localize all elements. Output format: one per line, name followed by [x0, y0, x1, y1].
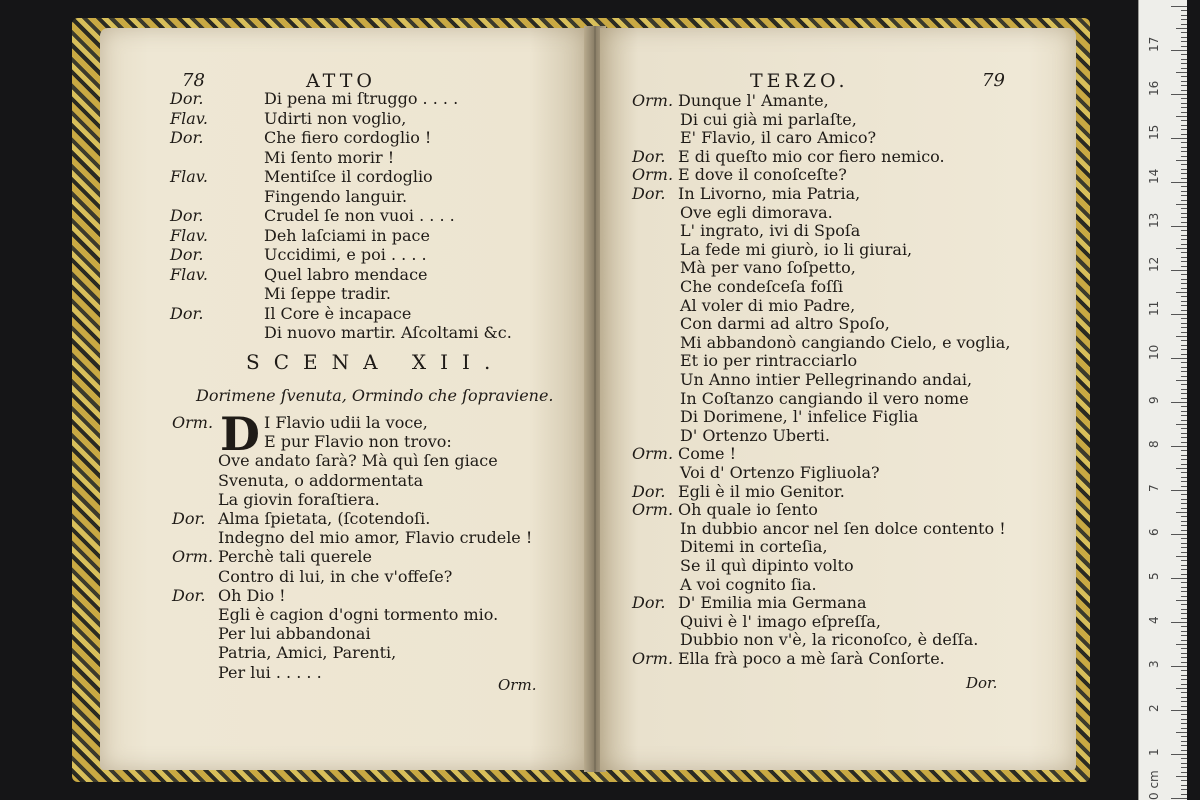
ruler-tick [1181, 393, 1187, 394]
ruler-tick [1181, 362, 1187, 363]
ruler-tick [1181, 411, 1187, 412]
ruler-tick [1181, 340, 1187, 341]
ruler-tick [1181, 283, 1187, 284]
ruler-tick [1181, 195, 1187, 196]
ruler-number: 13 [1147, 212, 1161, 228]
ruler-tick [1181, 169, 1187, 170]
ruler-tick [1181, 37, 1187, 38]
ruler-number: 6 [1147, 528, 1161, 536]
verse-line: Dunque l' Amante, [678, 91, 829, 110]
left-page [100, 28, 588, 770]
ruler-tick [1181, 675, 1187, 676]
ruler-tick [1181, 98, 1187, 99]
verse-line: A voi cognito ſia. [680, 574, 817, 594]
verse-line: In dubbio ancor nel ſen dolce contento ! [680, 518, 1006, 538]
ruler-tick [1181, 582, 1187, 583]
verse-line: Deh laſciami in pace [264, 225, 430, 245]
ruler-tick [1181, 486, 1187, 487]
ruler-number: 3 [1147, 660, 1161, 668]
measurement-ruler [1138, 0, 1187, 800]
scene-description: Dorimene ſvenuta, Ormindo che ſopraviene. [196, 386, 554, 405]
ruler-tick [1181, 767, 1187, 768]
verse-line: Di cui già mi parlaſte, [680, 109, 857, 129]
verse-line: Ella frà poco a mè ſarà Conſorte. [678, 649, 945, 668]
verse-line: Mi abbandonò cangiando Cielo, e voglia, [680, 332, 1011, 352]
ruler-tick [1181, 516, 1187, 517]
ruler-tick [1181, 191, 1187, 192]
ruler-tick [1181, 657, 1187, 658]
running-head: TERZO. [750, 70, 849, 92]
ruler-tick [1181, 186, 1187, 187]
ruler-tick [1176, 336, 1187, 337]
ruler-tick [1171, 534, 1187, 535]
ruler-tick [1181, 327, 1187, 328]
ruler-tick [1181, 200, 1187, 201]
ruler-number: 7 [1147, 484, 1161, 492]
ruler-tick [1181, 679, 1187, 680]
speaker-label: Orm. [632, 444, 674, 464]
ruler-tick [1181, 19, 1187, 20]
ruler-tick [1181, 54, 1187, 55]
ruler-tick [1181, 164, 1187, 165]
ruler-tick [1181, 376, 1187, 377]
verse-line: Di pena mi ſtruggo . . . . [264, 89, 459, 108]
ruler-tick [1181, 15, 1187, 16]
ruler-number: 8 [1147, 440, 1161, 448]
ruler-tick [1181, 41, 1187, 42]
ruler-tick [1181, 525, 1187, 526]
ruler-tick [1171, 446, 1187, 447]
speaker-label: Dor. [632, 184, 666, 203]
ruler-tick [1181, 640, 1187, 641]
ruler-tick [1181, 574, 1187, 575]
speaker-label: Dor. [632, 481, 666, 501]
ruler-tick [1181, 318, 1187, 319]
speaker-label: Dor. [172, 585, 206, 605]
verse-line: Perchè tali querele [218, 547, 372, 567]
ruler-tick [1181, 472, 1187, 473]
ruler-number: 2 [1147, 704, 1161, 712]
drop-cap: D [220, 407, 260, 461]
verse-line: Crudel ſe non vuoi . . . . [264, 206, 455, 225]
verse-line: Voi d' Ortenzo Figliuola? [680, 463, 880, 482]
ruler-tick [1181, 442, 1187, 443]
ruler-tick [1176, 644, 1187, 645]
verse-line: Dubbio non v'è, la riconoſco, è deſſa. [680, 630, 979, 650]
ruler-tick [1181, 794, 1187, 795]
ruler-tick [1171, 314, 1187, 315]
ruler-tick [1181, 235, 1187, 236]
verse-line: Et io per rintracciarlo [680, 351, 858, 371]
ruler-tick [1176, 28, 1187, 29]
ruler-tick [1181, 76, 1187, 77]
ruler-tick [1181, 736, 1187, 737]
catchword: Orm. [498, 676, 537, 694]
verse-line: Egli è cagion d'ogni tormento mio. [218, 605, 499, 624]
ruler-tick [1181, 279, 1187, 280]
speaker-label: Flav. [170, 264, 208, 284]
scene-title: SCENA XII. [246, 350, 505, 374]
ruler-tick [1181, 32, 1187, 33]
ruler-tick [1171, 270, 1187, 271]
verse-line: Udirti non voglio, [264, 108, 407, 128]
ruler-tick [1181, 406, 1187, 407]
ruler-tick [1181, 81, 1187, 82]
speaker-label: Dor. [632, 593, 666, 613]
ruler-tick [1181, 459, 1187, 460]
verse-line: Per lui abbandonai [218, 624, 371, 644]
ruler-tick [1171, 402, 1187, 403]
ruler-tick [1181, 714, 1187, 715]
ruler-tick [1181, 591, 1187, 592]
ruler-tick [1181, 626, 1187, 627]
verse-line: Patria, Amici, Parenti, [218, 643, 397, 663]
ruler-tick [1181, 349, 1187, 350]
ruler-tick [1181, 596, 1187, 597]
verse-line: Ditemi in corteſia, [680, 537, 828, 557]
right-page [600, 28, 1076, 770]
verse-line: I Flavio udii la voce, [264, 413, 428, 432]
ruler-tick [1181, 90, 1187, 91]
ruler-tick [1181, 142, 1187, 143]
ruler-number: 5 [1147, 572, 1161, 580]
ruler-tick [1171, 50, 1187, 51]
ruler-tick [1181, 384, 1187, 385]
ruler-tick [1181, 772, 1187, 773]
verse-line: Mentiſce il cordoglio [264, 167, 433, 186]
speaker-label: Orm. [632, 165, 674, 185]
ruler-tick [1171, 6, 1187, 7]
verse-line: E dove il conoſceſte? [678, 165, 847, 185]
ruler-tick [1171, 94, 1187, 95]
speaker-label: Dor. [632, 146, 666, 166]
ruler-tick [1181, 332, 1187, 333]
ruler-tick [1176, 468, 1187, 469]
ruler-tick [1181, 85, 1187, 86]
verse-line: Un Anno intier Pellegrinando andai, [680, 370, 973, 389]
ruler-tick [1181, 288, 1187, 289]
ruler-tick [1181, 653, 1187, 654]
ruler-tick [1181, 367, 1187, 368]
ruler-tick [1181, 758, 1187, 759]
verse-line: Di Dorimene, l' infelice Figlia [680, 407, 919, 427]
speaker-label: Orm. [632, 500, 674, 520]
ruler-tick [1181, 565, 1187, 566]
verse-line: L' ingrato, ivi di Spoſa [680, 221, 861, 241]
verse-line: Che condeſceſa foſſi [680, 277, 844, 296]
speaker-label: Dor. [170, 206, 204, 225]
verse-line: Quivi è l' imago eſpreſſa, [680, 611, 881, 631]
ruler-tick [1176, 732, 1187, 733]
verse-line: Indegno del mio amor, Flavio crudele ! [218, 528, 533, 548]
ruler-tick [1181, 780, 1187, 781]
ruler-tick [1176, 512, 1187, 513]
ruler-tick [1181, 354, 1187, 355]
ruler-number: 9 [1147, 396, 1161, 404]
ruler-tick [1181, 103, 1187, 104]
ruler-tick [1181, 24, 1187, 25]
ruler-tick [1181, 552, 1187, 553]
ruler-tick [1171, 754, 1187, 755]
ruler-tick [1181, 450, 1187, 451]
ruler-tick [1181, 147, 1187, 148]
ruler-number: 4 [1147, 616, 1161, 624]
ruler-number: 15 [1147, 124, 1161, 140]
ruler-tick [1181, 389, 1187, 390]
ruler-tick [1181, 261, 1187, 262]
verse-line: Uccidimi, e poi . . . . [264, 245, 427, 264]
ruler-tick [1181, 499, 1187, 500]
ruler-tick [1181, 750, 1187, 751]
ruler-tick [1181, 345, 1187, 346]
ruler-tick [1176, 776, 1187, 777]
ruler-tick [1181, 723, 1187, 724]
verse-line: Contro di lui, in che v'offeſe? [218, 566, 453, 586]
ruler-tick [1181, 222, 1187, 223]
ruler-number: 11 [1147, 300, 1161, 316]
ruler-tick [1181, 156, 1187, 157]
verse-line: Mi ſento morir ! [264, 147, 395, 167]
ruler-tick [1171, 358, 1187, 359]
ruler-tick [1171, 490, 1187, 491]
ruler-tick [1181, 244, 1187, 245]
verse-line: D' Emilia mia Germana [678, 593, 867, 613]
verse-line: Che fiero cordoglio ! [264, 128, 432, 147]
verse-line: Se il quì dipinto volto [680, 556, 854, 575]
ruler-tick [1181, 125, 1187, 126]
ruler-tick [1181, 662, 1187, 663]
verse-line: In Livorno, mia Patria, [678, 184, 861, 203]
ruler-tick [1181, 701, 1187, 702]
ruler-tick [1176, 72, 1187, 73]
verse-line: Svenuta, o addormentata [218, 470, 424, 490]
verse-line: In Coſtanzo cangiando il vero nome [680, 388, 969, 408]
verse-line: E' Flavio, il caro Amico? [680, 128, 877, 148]
verse-line: Ove andato ſarà? Mà quì ſen giace [218, 451, 498, 471]
ruler-tick [1181, 684, 1187, 685]
verse-line: Fingendo languir. [264, 186, 408, 206]
ruler-tick [1176, 204, 1187, 205]
ruler-tick [1181, 635, 1187, 636]
ruler-tick [1181, 543, 1187, 544]
ruler-tick [1181, 310, 1187, 311]
speaker-label: Flav. [170, 167, 208, 186]
ruler-tick [1176, 688, 1187, 689]
ruler-tick [1171, 798, 1187, 799]
ruler-tick [1176, 600, 1187, 601]
page-number: 78 [182, 70, 205, 91]
ruler-number: 1 [1147, 748, 1161, 756]
ruler-tick [1181, 494, 1187, 495]
ruler-tick [1181, 371, 1187, 372]
ruler-tick [1181, 785, 1187, 786]
ruler-tick [1181, 538, 1187, 539]
ruler-tick [1181, 266, 1187, 267]
speaker-label: Flav. [170, 225, 208, 245]
ruler-tick [1181, 107, 1187, 108]
ruler-tick [1181, 305, 1187, 306]
ruler-tick [1181, 420, 1187, 421]
ruler-tick [1171, 622, 1187, 623]
ruler-tick [1181, 274, 1187, 275]
ruler-tick [1181, 112, 1187, 113]
ruler-tick [1181, 415, 1187, 416]
verse-line: La fede mi giurò, io li giurai, [680, 239, 913, 259]
ruler-tick [1181, 217, 1187, 218]
ruler-tick [1181, 129, 1187, 130]
verse-line: La giovin foraſtiera. [218, 489, 380, 509]
ruler-tick [1181, 609, 1187, 610]
ruler-tick [1181, 604, 1187, 605]
ruler-tick [1181, 560, 1187, 561]
verse-line: Mi ſeppe tradir. [264, 284, 391, 303]
ruler-number: 10 [1147, 344, 1161, 360]
speaker-label: Dor. [170, 89, 204, 108]
ruler-tick [1171, 182, 1187, 183]
verse-line: Egli è il mio Genitor. [678, 481, 845, 501]
ruler-tick [1181, 613, 1187, 614]
ruler-tick [1181, 252, 1187, 253]
ruler-number: 0 cm [1147, 770, 1161, 800]
speaker-label: Dor. [170, 245, 204, 264]
ruler-tick [1181, 547, 1187, 548]
ruler-tick [1181, 301, 1187, 302]
ruler-tick [1181, 745, 1187, 746]
verse-line: Oh quale io ſento [678, 500, 818, 520]
ruler-tick [1181, 618, 1187, 619]
ruler-tick [1181, 692, 1187, 693]
ruler-number: 14 [1147, 168, 1161, 184]
verse-line: E pur Flavio non trovo: [264, 432, 452, 452]
ruler-tick [1176, 116, 1187, 117]
ruler-tick [1181, 68, 1187, 69]
ruler-tick [1181, 503, 1187, 504]
ruler-tick [1171, 578, 1187, 579]
ruler-number: 12 [1147, 256, 1161, 272]
speaker-label: Flav. [170, 108, 208, 128]
ruler-tick [1181, 173, 1187, 174]
ruler-tick [1176, 160, 1187, 161]
ruler-tick [1171, 666, 1187, 667]
ruler-tick [1181, 213, 1187, 214]
verse-line: Quel labro mendace [264, 264, 428, 284]
ruler-tick [1181, 464, 1187, 465]
ruler-tick [1171, 226, 1187, 227]
ruler-tick [1171, 710, 1187, 711]
ruler-tick [1176, 424, 1187, 425]
ruler-tick [1181, 631, 1187, 632]
running-head: ATTO [306, 70, 376, 92]
speaker-label: Dor. [170, 303, 204, 323]
ruler-tick [1181, 648, 1187, 649]
ruler-number: 16 [1147, 80, 1161, 96]
ruler-tick [1181, 46, 1187, 47]
ruler-tick [1176, 556, 1187, 557]
ruler-tick [1181, 508, 1187, 509]
ruler-tick [1181, 789, 1187, 790]
ruler-tick [1181, 481, 1187, 482]
ruler-tick [1181, 296, 1187, 297]
speaker-label: Orm. [632, 649, 674, 668]
ruler-tick [1176, 248, 1187, 249]
ruler-tick [1181, 728, 1187, 729]
ruler-tick [1176, 292, 1187, 293]
page-number: 79 [982, 70, 1005, 91]
ruler-tick [1181, 428, 1187, 429]
verse-line: Mà per vano ſoſpetto, [680, 258, 856, 278]
speaker-label: Dor. [170, 128, 204, 147]
verse-line: Come ! [678, 444, 737, 464]
ruler-tick [1181, 437, 1187, 438]
verse-line: Per lui . . . . . [218, 662, 322, 682]
ruler-tick [1181, 59, 1187, 60]
ruler-tick [1181, 706, 1187, 707]
ruler-tick [1181, 208, 1187, 209]
ruler-tick [1181, 239, 1187, 240]
ruler-tick [1181, 151, 1187, 152]
ruler-tick [1181, 530, 1187, 531]
verse-line: Al voler di mio Padre, [680, 295, 856, 315]
verse-line: E di queſto mio cor fiero nemico. [678, 146, 945, 166]
verse-line: Ove egli dimorava. [680, 202, 833, 222]
ruler-tick [1181, 455, 1187, 456]
verse-line: Alma ſpietata, (ſcotendoſi. [218, 509, 431, 528]
ruler-tick [1181, 477, 1187, 478]
ruler-tick [1181, 763, 1187, 764]
verse-line: Di nuovo martir. Aſcoltami &c. [264, 323, 512, 342]
ruler-tick [1181, 134, 1187, 135]
ruler-tick [1181, 587, 1187, 588]
ruler-tick [1181, 719, 1187, 720]
verse-line: Con darmi ad altro Spoſo, [680, 314, 890, 334]
ruler-tick [1181, 521, 1187, 522]
speaker-label: Orm. [172, 413, 214, 432]
verse-line: Oh Dio ! [218, 585, 286, 605]
speaker-label: Dor. [172, 509, 206, 528]
ruler-tick [1181, 569, 1187, 570]
ruler-tick [1181, 10, 1187, 11]
ruler-tick [1181, 230, 1187, 231]
ruler-tick [1171, 138, 1187, 139]
ruler-tick [1181, 670, 1187, 671]
ruler-tick [1181, 697, 1187, 698]
ruler-tick [1181, 741, 1187, 742]
ruler-number: 17 [1147, 36, 1161, 52]
ruler-tick [1181, 178, 1187, 179]
verse-line: Il Core è incapace [264, 303, 412, 323]
ruler-tick [1181, 120, 1187, 121]
speaker-label: Orm. [172, 547, 214, 567]
ruler-tick [1181, 63, 1187, 64]
ruler-tick [1181, 398, 1187, 399]
ruler-tick [1181, 433, 1187, 434]
ruler-tick [1176, 380, 1187, 381]
catchword: Dor. [966, 674, 998, 692]
ruler-tick [1181, 257, 1187, 258]
ruler-tick [1181, 323, 1187, 324]
verse-line: D' Ortenzo Uberti. [680, 425, 830, 445]
speaker-label: Orm. [632, 91, 674, 110]
